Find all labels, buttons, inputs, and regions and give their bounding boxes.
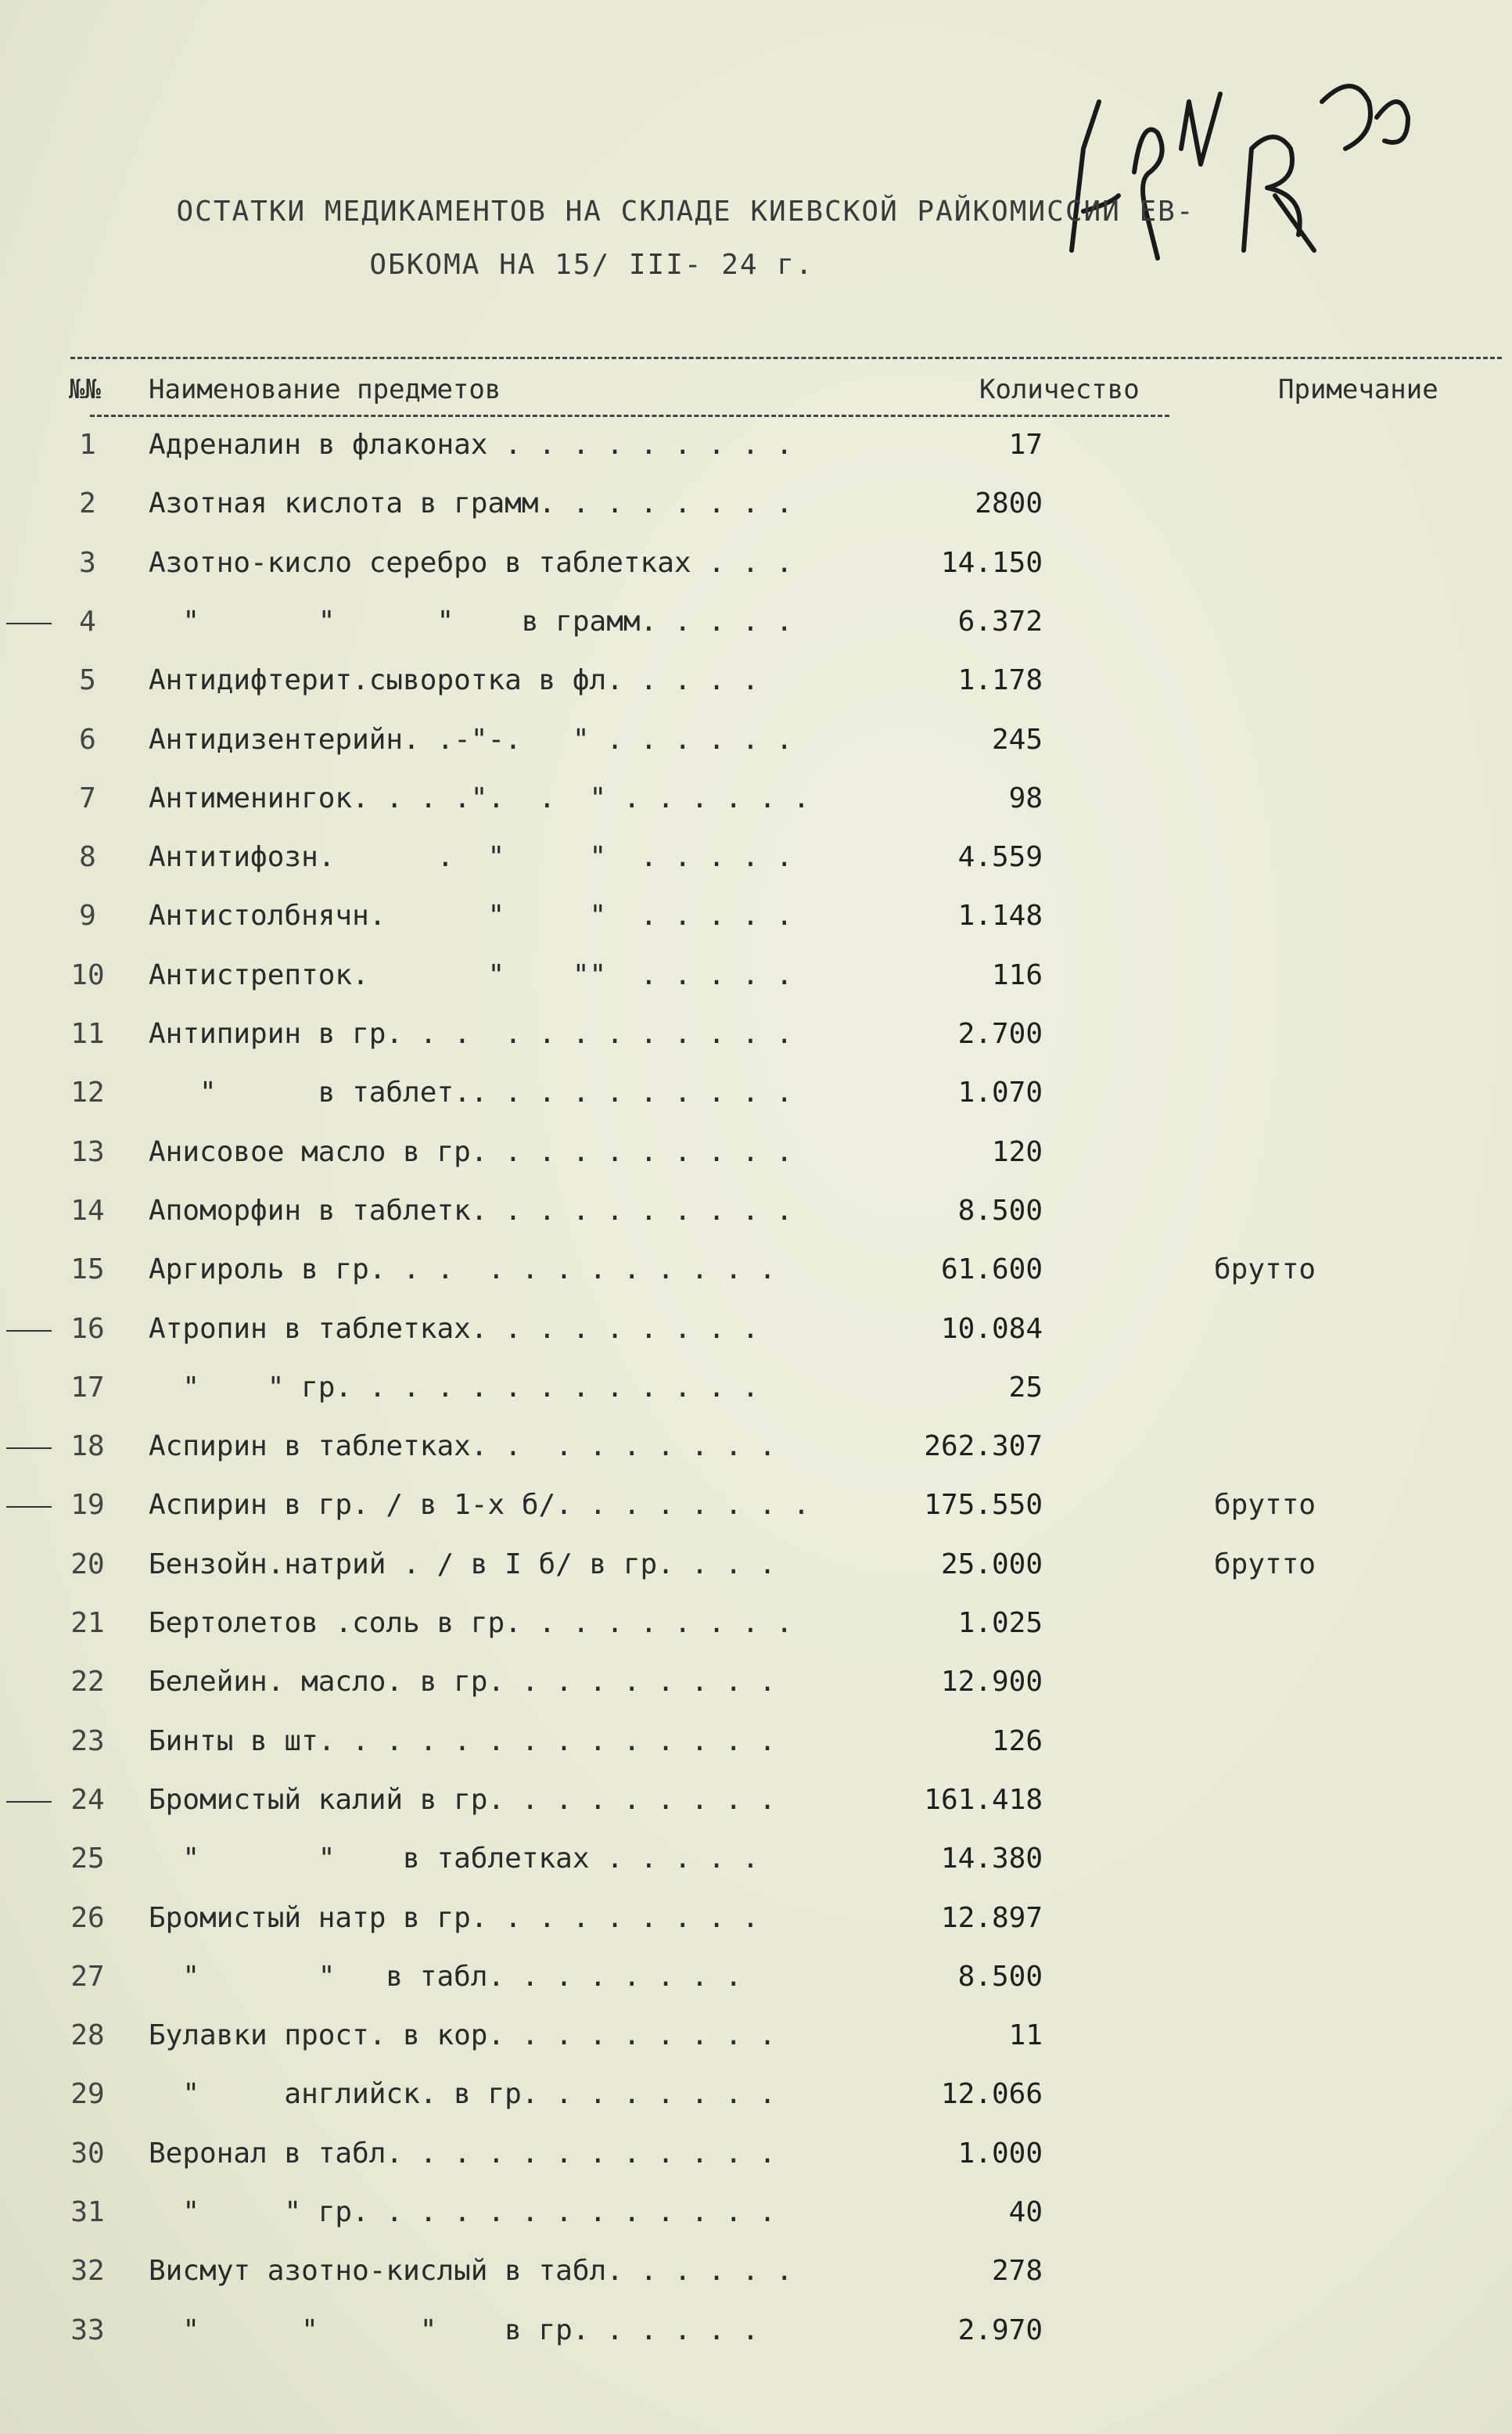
item-name: Висмут азотно-кислый в табл. . . . . . [149,2255,793,2288]
item-quantity: 8.500 [957,1194,1043,1227]
item-quantity: 175.550 [924,1489,1043,1522]
item-name: " " в таблетках . . . . . [149,1843,760,1875]
item-name: Апоморфин в таблетк. . . . . . . . . . [149,1194,793,1227]
item-name: Веронал в табл. . . . . . . . . . . . [149,2137,776,2170]
item-quantity: 17 [1008,429,1043,461]
row-number: 7 [79,782,96,814]
list-item [0,606,1512,653]
item-name: " " гр. . . . . . . . . . . . . [149,2196,776,2228]
item-name: Антистрепток. " "" . . . . . [149,958,793,991]
margin-tick-mark [6,1330,52,1332]
item-quantity: 120 [991,1135,1043,1168]
item-quantity: 278 [991,2255,1043,2288]
item-name: Булавки прост. в кор. . . . . . . . . [149,2019,776,2052]
list-item [0,547,1512,594]
row-number: 31 [70,2196,105,2228]
list-item [0,2196,1512,2243]
row-number: 12 [70,1077,105,1109]
row-number: 3 [79,546,96,579]
header-qty: Количество [979,374,1140,405]
item-note: брутто [1214,1489,1316,1522]
document-title-line-2: ОБКОМА НА 15/ III- 24 г. [369,249,814,281]
item-quantity: 12.066 [940,2078,1043,2111]
list-item [0,487,1512,534]
item-quantity: 1.070 [957,1077,1043,1109]
list-item [0,1313,1512,1360]
item-name: Аспирин в таблетках. . . . . . . . . [149,1430,776,1463]
header-name: Наименование предметов [149,374,501,405]
item-quantity: 11 [1008,2019,1043,2052]
list-item [0,1961,1512,2008]
row-number: 32 [70,2255,105,2288]
list-item [0,841,1512,888]
margin-tick-mark [6,623,52,624]
item-name: Бензойн.натрий . / в I б/ в гр. . . . [149,1548,776,1580]
item-name: Бертолетов .соль в гр. . . . . . . . . [149,1607,793,1639]
margin-tick-mark [6,1506,52,1508]
row-number: 22 [70,1666,105,1699]
list-item [0,1666,1512,1713]
item-name: " " гр. . . . . . . . . . . . . [149,1371,760,1404]
item-quantity: 1.148 [957,900,1043,933]
item-quantity: 2.970 [957,2314,1043,2346]
item-quantity: 4.559 [957,841,1043,874]
item-name: Антименингок. . . .". . " . . . . . . [149,782,810,814]
list-item [0,1077,1512,1124]
row-number: 25 [70,1843,105,1875]
row-number: 10 [70,958,105,991]
list-item [0,1136,1512,1183]
item-name: Анисовое масло в гр. . . . . . . . . . [149,1135,793,1168]
item-quantity: 245 [991,723,1043,756]
row-number: 30 [70,2137,105,2170]
list-item [0,1253,1512,1300]
row-number: 20 [70,1548,105,1580]
row-number: 24 [70,1783,105,1816]
list-item [0,1372,1512,1418]
item-name: " " " в гр. . . . . . [149,2314,760,2346]
list-item [0,664,1512,711]
row-number: 4 [79,605,96,638]
list-item [0,959,1512,1006]
item-name: Антидизентерийн. .-"-. " . . . . . . [149,723,793,756]
item-name: Бромистый натр в гр. . . . . . . . . [149,1901,760,1934]
item-note: брутто [1214,1548,1316,1580]
row-number: 23 [70,1724,105,1757]
item-quantity: 2.700 [957,1018,1043,1050]
item-name: Аспирин в гр. / в 1-х б/. . . . . . . . [149,1489,810,1522]
list-item [0,1430,1512,1477]
item-name: Антипирин в гр. . . . . . . . . . . . [149,1018,793,1050]
item-name: Бромистый калий в гр. . . . . . . . . [149,1783,776,1816]
item-quantity: 2800 [975,487,1043,520]
row-number: 1 [79,429,96,461]
item-name: Антидифтерит.сыворотка в фл. . . . . [149,664,760,697]
item-quantity: 1.000 [957,2137,1043,2170]
item-name: Атропин в таблетках. . . . . . . . . [149,1312,760,1345]
item-quantity: 14.380 [940,1843,1043,1875]
row-number: 33 [70,2314,105,2346]
row-number: 17 [70,1371,105,1404]
row-number: 13 [70,1135,105,1168]
margin-tick-mark [6,1801,52,1803]
item-quantity: 25.000 [940,1548,1043,1580]
row-number: 2 [79,487,96,520]
item-quantity: 61.600 [940,1253,1043,1286]
row-number: 18 [70,1430,105,1463]
header-top-rule [70,357,1502,359]
item-name: Аргироль в гр. . . . . . . . . . . . [149,1253,776,1286]
row-number: 29 [70,2078,105,2111]
item-name: Азотно-кисло серебро в таблетках . . . [149,546,793,579]
item-quantity: 25 [1008,1371,1043,1404]
row-number: 15 [70,1253,105,1286]
list-item [0,1195,1512,1242]
item-name: Белейин. масло. в гр. . . . . . . . . [149,1666,776,1699]
item-name: Антитифозн. . " " . . . . . [149,841,793,874]
item-note: брутто [1214,1253,1316,1286]
item-quantity: 126 [991,1724,1043,1757]
list-item [0,782,1512,829]
item-quantity: 1.178 [957,664,1043,697]
list-item [0,1784,1512,1831]
item-name: Антистолбнячн. " " . . . . . [149,900,793,933]
list-item [0,2255,1512,2302]
item-name: " в таблет.. . . . . . . . . . [149,1077,793,1109]
row-number: 14 [70,1194,105,1227]
item-quantity: 12.900 [940,1666,1043,1699]
list-item [0,1607,1512,1654]
item-quantity: 14.150 [940,546,1043,579]
document-title-line-1: ОСТАТКИ МЕДИКАМЕНТОВ НА СКЛАДЕ КИЕВСКОЙ РАЙКОМИССИИ ЕВ- [176,196,1195,228]
row-number: 6 [79,723,96,756]
list-item [0,1902,1512,1949]
row-number: 21 [70,1607,105,1639]
row-number: 27 [70,1960,105,1993]
item-quantity: 40 [1008,2196,1043,2228]
item-name: " английск. в гр. . . . . . . . [149,2078,776,2111]
list-item [0,724,1512,771]
item-name: Азотная кислота в грамм. . . . . . . . [149,487,793,520]
item-quantity: 161.418 [924,1783,1043,1816]
row-number: 19 [70,1489,105,1522]
item-name: Бинты в шт. . . . . . . . . . . . . . [149,1724,776,1757]
item-quantity: 262.307 [924,1430,1043,1463]
item-name: " " " в грамм. . . . . [149,605,793,638]
list-item [0,900,1512,947]
list-item [0,2078,1512,2125]
item-quantity: 1.025 [957,1607,1043,1639]
item-quantity: 12.897 [940,1901,1043,1934]
list-item [0,2019,1512,2066]
row-number: 11 [70,1018,105,1050]
header-note: Примечание [1278,374,1438,405]
row-number: 8 [79,841,96,874]
item-name: Адреналин в флаконах . . . . . . . . . [149,429,793,461]
row-number: 5 [79,664,96,697]
list-item [0,2314,1512,2361]
list-item [0,429,1512,476]
item-quantity: 10.084 [940,1312,1043,1345]
row-number: 16 [70,1312,105,1345]
item-quantity: 116 [991,958,1043,991]
item-name: " " в табл. . . . . . . . [149,1960,742,1993]
list-item [0,2137,1512,2184]
row-number: 26 [70,1901,105,1934]
header-bottom-rule [90,415,1169,417]
row-number: 9 [79,900,96,933]
row-number: 28 [70,2019,105,2052]
margin-tick-mark [6,1447,52,1449]
item-quantity: 8.500 [957,1960,1043,1993]
list-item [0,1843,1512,1889]
list-item [0,1489,1512,1536]
list-item [0,1548,1512,1595]
item-quantity: 98 [1008,782,1043,814]
header-num: №№ [69,374,101,405]
list-item [0,1018,1512,1065]
list-item [0,1725,1512,1772]
item-quantity: 6.372 [957,605,1043,638]
